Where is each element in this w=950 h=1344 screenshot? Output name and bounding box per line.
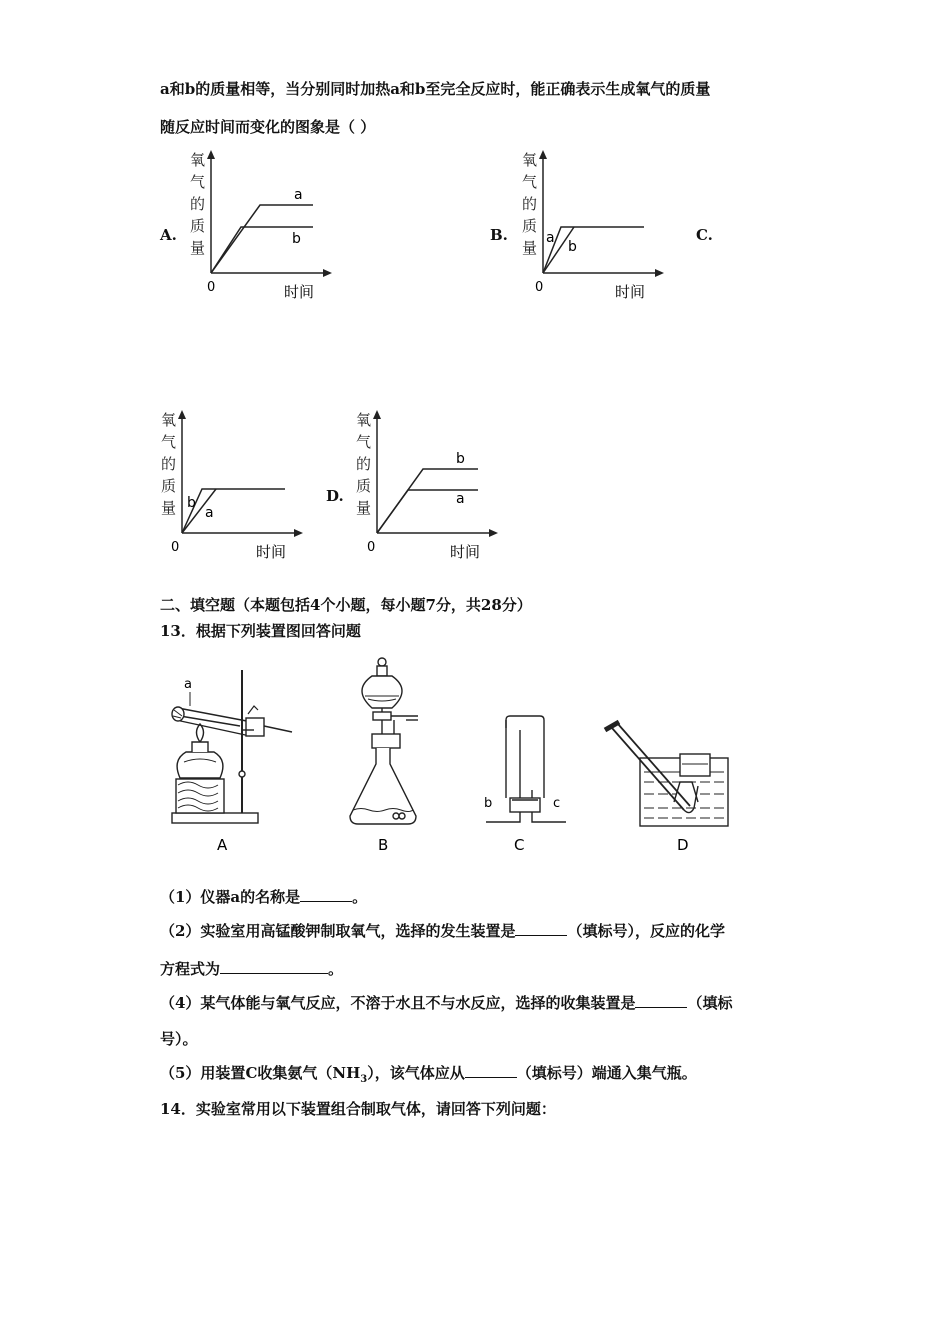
apparatus-label-c: C bbox=[514, 836, 525, 854]
option-c-graph bbox=[151, 405, 321, 565]
y-label-char: 量 bbox=[356, 499, 372, 517]
y-label-char: 氧 bbox=[161, 411, 177, 429]
y-label-char: 氧 bbox=[190, 151, 206, 169]
option-b-label[interactable]: B. bbox=[490, 226, 508, 244]
answer-blank-4[interactable] bbox=[635, 993, 687, 1008]
x-axis-arrow bbox=[655, 269, 664, 277]
x-axis-arrow bbox=[323, 269, 332, 277]
x-axis-arrow bbox=[294, 529, 303, 537]
apparatus-a bbox=[172, 670, 292, 823]
question-intro-line2: 随反应时间而变化的图象是（ ） bbox=[160, 118, 376, 136]
q13-title: 13．根据下列装置图回答问题 bbox=[160, 622, 361, 640]
origin-label: 0 bbox=[367, 540, 376, 555]
q13-part4-cont: 号）。 bbox=[160, 1030, 198, 1048]
x-axis-label: 时间 bbox=[284, 283, 315, 301]
y-label-char: 气 bbox=[161, 433, 177, 451]
q13-part2: （2）实验室用高锰酸钾制取氧气，选择的发生装置是 （填标号），反应的化学 bbox=[160, 922, 725, 940]
y-axis-label bbox=[356, 411, 371, 517]
y-label-char: 质 bbox=[522, 217, 538, 235]
y-label-char: 量 bbox=[190, 239, 206, 257]
option-d-graph bbox=[346, 405, 516, 565]
answer-blank-2[interactable] bbox=[515, 921, 567, 936]
y-label-char: 量 bbox=[161, 499, 177, 517]
option-c-label[interactable]: C. bbox=[696, 226, 713, 244]
q14-title: 14．实验室常用以下装置组合制取气体，请回答下列问题： bbox=[160, 1100, 556, 1118]
curve-label-a: a bbox=[546, 230, 555, 246]
y-axis-label bbox=[190, 151, 205, 257]
apparatus-label-a: A bbox=[217, 836, 228, 854]
y-axis-label bbox=[161, 411, 176, 517]
q13-part5: （5）用装置C收集氨气$(NH_3)$，该气体应从 （填标号）端通入集气瓶。 bbox=[160, 1064, 697, 1085]
x-axis-label: 时间 bbox=[615, 283, 646, 301]
x-axis-label: 时间 bbox=[256, 543, 287, 561]
section2-heading: 二、填空题（本题包括4个小题，每小题7分，共28分） bbox=[160, 596, 532, 614]
port-c-label: c bbox=[553, 796, 561, 811]
apparatus-label-b: B bbox=[378, 836, 389, 854]
origin-label: 0 bbox=[171, 540, 180, 555]
q13-part4: （4）某气体能与氧气反应，不溶于水且不与水反应，选择的收集装置是 （填标 bbox=[160, 994, 733, 1012]
origin-label: 0 bbox=[207, 280, 216, 295]
curve-b bbox=[182, 489, 285, 533]
curve-label-b: b bbox=[456, 451, 465, 467]
apparatus-d bbox=[605, 722, 728, 826]
q13-part1: （1）仪器a的名称是 。 bbox=[160, 888, 368, 906]
y-label-char: 的 bbox=[161, 455, 177, 473]
x-axis-label: 时间 bbox=[450, 543, 481, 561]
y-label-char: 氧 bbox=[356, 411, 372, 429]
y-label-char: 质 bbox=[356, 477, 372, 495]
curve-label-b: b bbox=[292, 231, 301, 247]
y-label-char: 质 bbox=[161, 477, 177, 495]
instrument-a-marker: a bbox=[184, 677, 192, 692]
answer-blank-1[interactable] bbox=[300, 887, 352, 902]
y-label-char: 量 bbox=[522, 239, 538, 257]
y-label-char: 的 bbox=[356, 455, 372, 473]
apparatus-figure bbox=[150, 650, 740, 860]
origin-label: 0 bbox=[535, 280, 544, 295]
y-axis-arrow bbox=[178, 410, 186, 419]
curve-label-a: a bbox=[456, 491, 465, 507]
option-b-graph bbox=[512, 145, 682, 305]
curve-label-a: a bbox=[205, 505, 214, 521]
y-axis-arrow bbox=[207, 150, 215, 159]
y-label-char: 的 bbox=[522, 195, 538, 213]
x-axis-arrow bbox=[489, 529, 498, 537]
option-d-label[interactable]: D. bbox=[326, 487, 344, 505]
option-a-graph bbox=[180, 145, 350, 305]
y-axis-arrow bbox=[539, 150, 547, 159]
port-b-label: b bbox=[484, 796, 493, 811]
q13-part2-cont: 方程式为 。 bbox=[160, 960, 344, 978]
curve-label-b: b bbox=[568, 239, 577, 255]
apparatus-b bbox=[350, 658, 418, 824]
y-label-char: 质 bbox=[190, 217, 206, 235]
answer-blank-equation[interactable] bbox=[220, 959, 328, 974]
question-intro-line1: a和b的质量相等，当分别同时加热a和b至完全反应时，能正确表示生成氧气的质量 bbox=[160, 80, 711, 98]
answer-blank-5[interactable] bbox=[465, 1063, 517, 1078]
y-label-char: 氧 bbox=[522, 151, 538, 169]
y-axis-label bbox=[522, 151, 537, 257]
curve-label-b: b bbox=[187, 495, 196, 511]
curve-label-a: a bbox=[294, 187, 303, 203]
y-label-char: 气 bbox=[522, 173, 538, 191]
y-label-char: 气 bbox=[190, 173, 206, 191]
y-label-char: 的 bbox=[190, 195, 206, 213]
apparatus-label-d: D bbox=[677, 836, 689, 854]
option-a-label[interactable]: A. bbox=[160, 226, 177, 244]
y-axis-arrow bbox=[373, 410, 381, 419]
y-label-char: 气 bbox=[356, 433, 372, 451]
